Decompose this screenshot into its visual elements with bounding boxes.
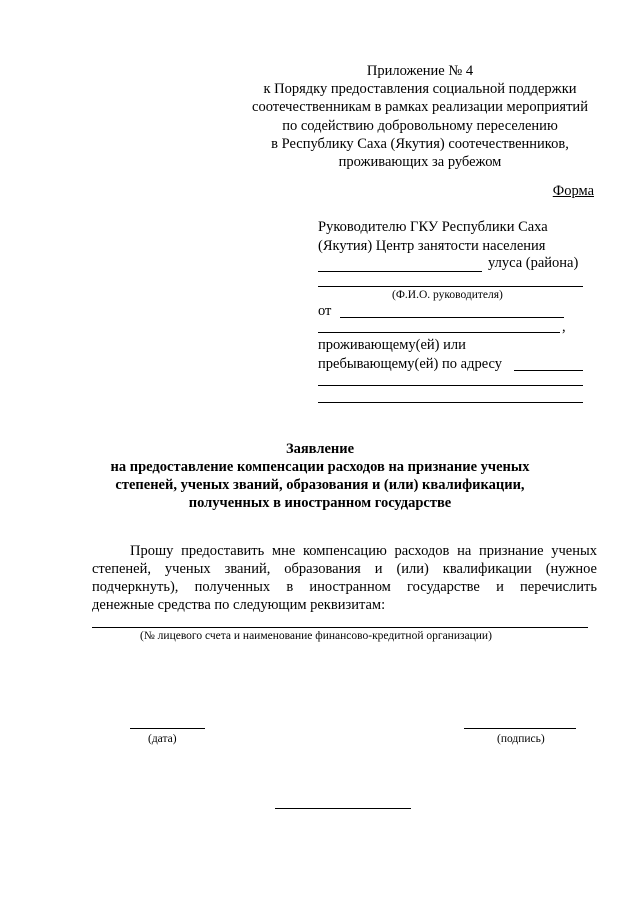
date-caption: (дата) [148, 733, 177, 745]
addressee-line: Руководителю ГКУ Республики Саха [318, 219, 548, 235]
staying-label: пребывающему(ей) по адресу [318, 356, 502, 372]
from-label: от [318, 303, 332, 319]
applicant-name-blank-2[interactable] [318, 332, 560, 333]
director-name-caption: (Ф.И.О. руководителя) [392, 289, 503, 301]
title-line: на предоставление компенсации расходов на признание ученых [110, 459, 530, 475]
paragraph-line: Прошу предоставить мне компенсацию расходов на признание ученых [130, 543, 597, 559]
applicant-name-blank[interactable] [340, 317, 564, 318]
title-heading: Заявление [285, 441, 355, 457]
form-label: Форма [552, 183, 594, 199]
appendix-line: в Республику Саха (Якутия) соотечественников, [271, 135, 569, 152]
account-details-blank[interactable] [92, 627, 588, 628]
paragraph-line: денежные средства по следующим реквизитам: [92, 597, 386, 613]
addressee-line: (Якутия) Центр занятости населения [318, 238, 546, 254]
appendix-header [230, 62, 610, 171]
document-title [60, 440, 580, 512]
appendix-line: соотечественникам в рамках реализации мероприятий [252, 99, 588, 116]
address-blank-3[interactable] [318, 402, 583, 403]
signature-caption: (подпись) [497, 733, 545, 745]
account-details-caption: (№ лицевого счета и наименование финансово-кредитной организации) [140, 630, 492, 642]
request-paragraph [92, 542, 597, 614]
title-line: полученных в иностранном государстве [188, 495, 452, 511]
appendix-line: по содействию добровольному переселению [282, 117, 558, 134]
bottom-separator [275, 808, 411, 809]
appendix-line: проживающих за рубежом [338, 154, 502, 171]
director-name-blank[interactable] [318, 286, 583, 287]
address-blank-2[interactable] [318, 385, 583, 386]
appendix-line: к Порядку предоставления социальной поддержки [263, 81, 577, 98]
address-blank[interactable] [514, 370, 583, 371]
signature-blank[interactable] [464, 728, 576, 729]
comma: , [562, 319, 566, 335]
paragraph-line: степеней, ученых званий, образования и (или) квалификации (нужное [92, 561, 597, 577]
title-line: степеней, ученых званий, образования и (или) квалификации, [115, 477, 525, 493]
ulus-label: улуса (района) [488, 255, 579, 271]
ulus-blank[interactable] [318, 271, 482, 272]
date-blank[interactable] [130, 728, 205, 729]
appendix-number: Приложение № 4 [366, 63, 474, 79]
paragraph-line: подчеркнуть), полученных в иностранном государстве и перечислить [92, 579, 597, 595]
residing-label: проживающему(ей) или [318, 337, 466, 353]
